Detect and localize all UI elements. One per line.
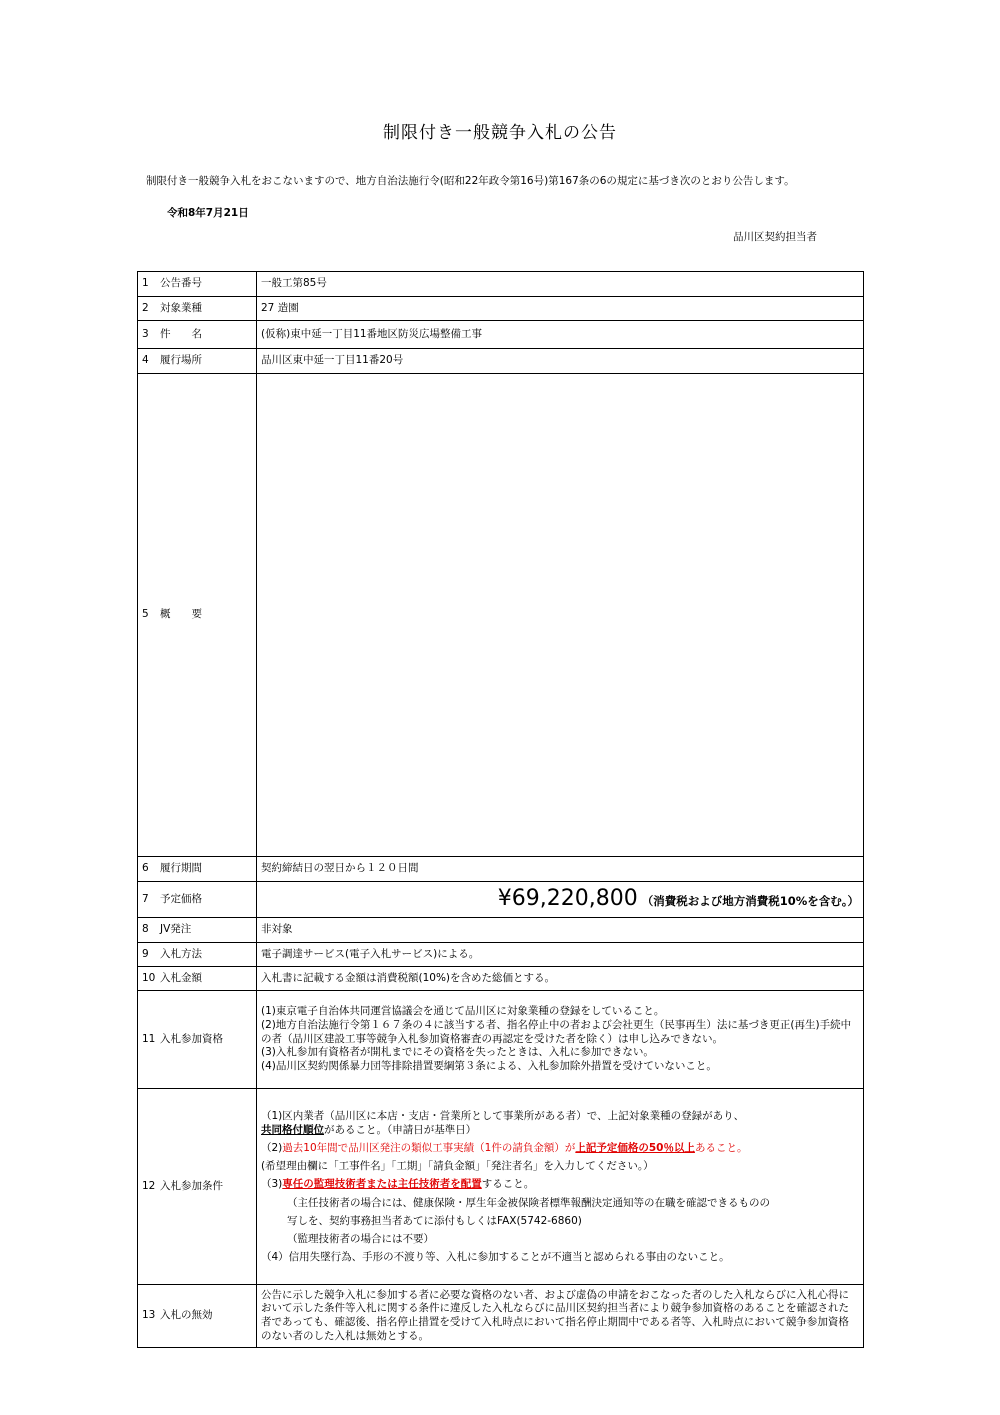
row-label: 7 予定価格 [138,882,257,918]
bid-amount: 入札書に記載する金額は消費税額(10%)を含めた総価とする。 [257,967,864,991]
table-row [138,374,864,857]
row-label: 6 履行期間 [138,857,257,882]
work-location: 品川区東中延一丁目11番20号 [257,349,864,374]
table-row [138,943,864,967]
list-item: (4)品川区契約関係暴力団等排除措置要綱第３条による、入札参加除外措置を受けていないこと。 [261,1059,717,1072]
list-item: (2)地方自治法施行令第１６７条の４に該当する者、指名停止中の者および会社更生（民事再生）法に基づき更正(再生)手続中の者（品川区建設工事等競争入札参加資格審査の再認定を受けた者を除く）は申し込みできない。 [261,1019,852,1045]
notice-date: 令和8年7月21日 [167,207,249,219]
list-item: （4）信用失墜行為、手形の不渡り等、入札に参加することが不適当と認められる事由のないこと。 [261,1251,730,1264]
jv-order: 非対象 [257,918,864,943]
row-label: 8 JV発注 [138,918,257,943]
list-item: (希望理由欄に「工事件名」「工期」「請負金額」「発注者名」を入力してください。） [261,1160,654,1173]
row-label: 11 入札参加資格 [138,991,257,1089]
table-row [138,882,864,918]
list-item: （2)過去10年間で品川区発注の類似工事実績（1件の請負金額）が上記予定価格の50％以上あること。 [261,1142,748,1155]
table-row [138,857,864,882]
list-item: （監理技術者の場合には不要） [287,1232,434,1245]
row-label: 1 公告番号 [138,272,257,297]
overview [257,374,864,857]
table-row [138,1285,864,1348]
business-type: 27 造園 [257,297,864,321]
table-row [138,1089,864,1285]
page-title: 制限付き一般競争入札の公告 [383,123,617,143]
list-item: （3)専任の監理技術者または主任技術者を配置すること。 [261,1178,535,1191]
notice-number: 一般工第85号 [257,272,864,297]
table-row [138,349,864,374]
row-label: 12 入札参加条件 [138,1089,257,1285]
estimated-price [257,882,864,918]
row-label: 10 入札金額 [138,967,257,991]
project-name: (仮称)東中延一丁目11番地区防災広場整備工事 [257,321,864,349]
table-row [138,991,864,1089]
row-label: 2 対象業種 [138,297,257,321]
row-label: 13 入札の無効 [138,1285,257,1348]
row-label: 5 概 要 [138,374,257,857]
work-period: 契約締結日の翌日から１２０日間 [257,857,864,882]
row-label: 3 件 名 [138,321,257,349]
notice-table [137,271,864,1348]
table-row [138,321,864,349]
list-item: (3)入札参加有資格者が開札までにその資格を失ったときは、入札に参加できない。 [261,1046,654,1059]
qualifications [257,991,864,1089]
row-label: 9 入札方法 [138,943,257,967]
table-row [138,297,864,321]
tax-note: （消費税および地方消費税10%を含む。） [641,894,859,909]
price-amount: ¥69,220,800 [497,886,638,912]
list-item: （主任技術者の場合には、健康保険・厚生年金被保険者標準報酬決定通知等の在職を確認できるものの [287,1196,770,1209]
table-row [138,967,864,991]
bid-method: 電子調達サービス(電子入札サービス)による。 [257,943,864,967]
participation-conditions [257,1089,864,1285]
table-row [138,918,864,943]
row-label: 4 履行場所 [138,349,257,374]
table-row [138,272,864,297]
list-item: 写しを、契約事務担当者あてに添付もしくはFAX(5742-6860) [287,1214,582,1227]
list-item: (1)東京電子自治体共同運営協議会を通じて品川区に対象業種の登録をしていること。 [261,1005,665,1018]
list-item: （1)区内業者（品川区に本店・支店・営業所として事業所がある者）で、上記対象業種の登録があり、 共同格付順位があること。（申請日が基準日） [261,1109,745,1136]
bid-invalidity: 公告に示した競争入札に参加する者に必要な資格のない者、および虚偽の申請をおこなった者のした入札ならびに入札心得において示した条件等入札に関する条件に違反した入札ならびに品川区契約担当者により競争参加資格のあることを確認された者であっても、確認後、指名停止措置を受けて入札時点において指名停止期間中である者等、入札時点において競争参加資格のない者のした入札は無効とする。 [257,1285,864,1348]
issuer: 品川区契約担当者 [733,231,817,243]
intro-text: 制限付き一般競争入札をおこないますので、地方自治法施行令(昭和22年政令第16号)第167条の6の規定に基づき次のとおり公告します。 [146,175,795,187]
